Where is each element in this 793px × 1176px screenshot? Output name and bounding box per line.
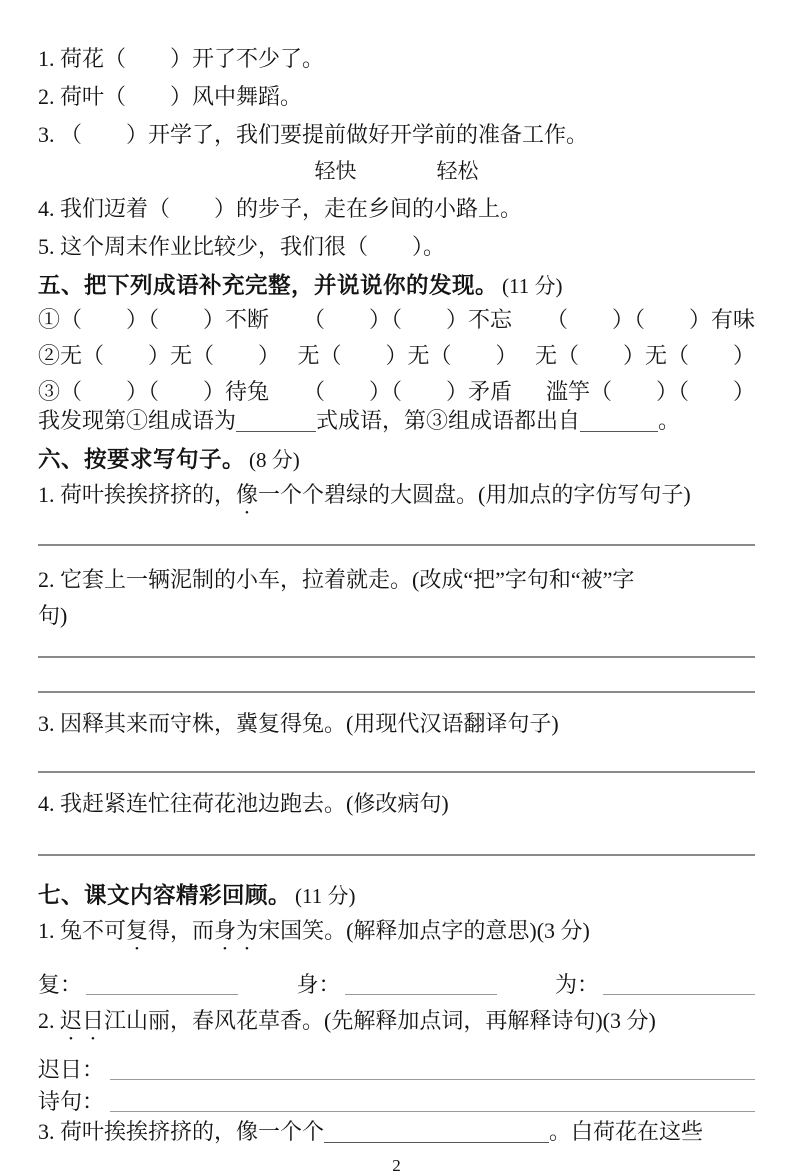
dotted-character: 复 <box>126 918 149 943</box>
section6-title: 六、按要求写句子。 <box>38 447 246 472</box>
fill-blank <box>345 993 497 995</box>
question-text: 2. <box>38 1008 60 1033</box>
section7-title: 七、课文内容精彩回顾。 <box>38 883 292 908</box>
section5-title: 五、把下列成语补充完整，并说说你的发现。 <box>38 273 499 298</box>
question-text: 江山丽，春风花草香。(先解释加点词，再解释诗句)(3 分) <box>104 1008 656 1033</box>
question-text: 一个个碧绿的大圆盘。(用加点的字仿写句子) <box>258 482 691 507</box>
discovery-text: 。 <box>658 408 681 433</box>
section5-score: (11 分) <box>502 274 563 298</box>
section5-heading <box>38 271 755 301</box>
word-bank-option-2: 轻松 <box>436 159 479 183</box>
answer-label: 诗句： <box>38 1089 105 1114</box>
definition-blanks-row <box>38 970 755 999</box>
discovery-text: 式成语，第③组成语都出自 <box>316 408 581 433</box>
dotted-character: 身为 <box>214 918 259 943</box>
idiom-row-2 <box>38 343 755 369</box>
idiom-cell: （ ）（ ）有味 <box>545 307 755 332</box>
discovery-text: 我发现第①组成语为 <box>38 408 237 433</box>
idiom-cell: 滥竽（ ）（ ） <box>545 379 755 404</box>
definition-group <box>38 970 238 999</box>
chiri-answer-row <box>38 1056 755 1084</box>
idiom-cell: ②无（ ）无（ ） <box>38 343 281 368</box>
discovery-line <box>38 407 755 434</box>
definition-group <box>555 970 755 999</box>
section6-question-1 <box>38 481 755 519</box>
answer-line <box>38 658 755 693</box>
section6-score: (8 分) <box>249 448 300 472</box>
idiom-cell: 无（ ）无（ ） <box>534 343 755 368</box>
section6-question-3: 3. 因释其来而守株，冀复得兔。(用现代汉语翻译句子) <box>38 711 559 736</box>
fill-blank <box>236 417 316 432</box>
section7-question-1 <box>38 917 755 955</box>
question-text: 1. 荷叶挨挨挤挤的， <box>38 482 237 507</box>
word-bank-option-1: 轻快 <box>314 159 357 183</box>
page-number: 2 <box>392 1156 401 1175</box>
fill-blank <box>110 1078 755 1080</box>
section7-score: (11 分) <box>295 884 356 908</box>
idiom-row-1 <box>38 307 755 333</box>
section6-question-2 <box>38 562 755 634</box>
question-text: 宋国笑。(解释加点字的意思)(3 分) <box>258 918 590 943</box>
answer-line <box>38 634 755 658</box>
section6-question-4: 4. 我赶紧连忙往荷花池边跑去。(修改病句) <box>38 791 449 816</box>
fill-blank <box>580 417 658 432</box>
question-text: 句) <box>38 603 68 628</box>
idiom-cell: （ ）（ ）矛盾 <box>302 379 512 404</box>
fill-blank <box>324 1128 549 1143</box>
idiom-cell: ③（ ）（ ）待兔 <box>38 379 270 404</box>
question-text: 得，而 <box>148 918 215 943</box>
section7-question-3 <box>38 1118 755 1145</box>
definition-label: 复： <box>38 972 83 997</box>
dotted-characters: 迟日 <box>60 1008 105 1033</box>
shiju-answer-row <box>38 1088 755 1116</box>
question-line-3: 3. （ ）开学了，我们要提前做好开学前的准备工作。 <box>38 122 589 147</box>
fill-blank <box>110 1110 755 1112</box>
idiom-cell: （ ）（ ）不忘 <box>302 307 512 332</box>
answer-line <box>38 748 755 773</box>
question-line-4: 4. 我们迈着（ ）的步子，走在乡间的小路上。 <box>38 196 523 221</box>
question-text: 3. 荷叶挨挨挤挤的，像一个个 <box>38 1119 325 1144</box>
question-line-2: 2. 荷叶（ ）风中舞蹈。 <box>38 84 303 109</box>
idiom-cell: ①（ ）（ ）不断 <box>38 307 270 332</box>
fill-blank <box>603 993 755 995</box>
definition-group <box>296 970 496 999</box>
question-text: 2. 它套上一辆泥制的小车，拉着就走。(改成“把”字句和“被”字 <box>38 567 635 592</box>
answer-line <box>38 530 755 546</box>
question-text: 1. 兔不可 <box>38 918 127 943</box>
definition-label: 身： <box>296 972 341 997</box>
answer-label: 迟日： <box>38 1057 105 1082</box>
dotted-character: 像 <box>236 482 259 507</box>
idiom-row-3 <box>38 379 755 405</box>
word-bank <box>38 159 755 184</box>
answer-line <box>38 828 755 856</box>
question-text: 。白荷花在这些 <box>549 1119 704 1144</box>
question-line-5: 5. 这个周末作业比较少，我们很（ ）。 <box>38 234 446 259</box>
definition-label: 为： <box>554 972 599 997</box>
idiom-cell: 无（ ）无（ ） <box>297 343 518 368</box>
question-line-1: 1. 荷花（ ）开了不少了。 <box>38 46 325 71</box>
section7-heading <box>38 881 755 911</box>
fill-blank <box>86 993 238 995</box>
section6-heading <box>38 445 755 475</box>
section7-question-2 <box>38 1007 755 1045</box>
